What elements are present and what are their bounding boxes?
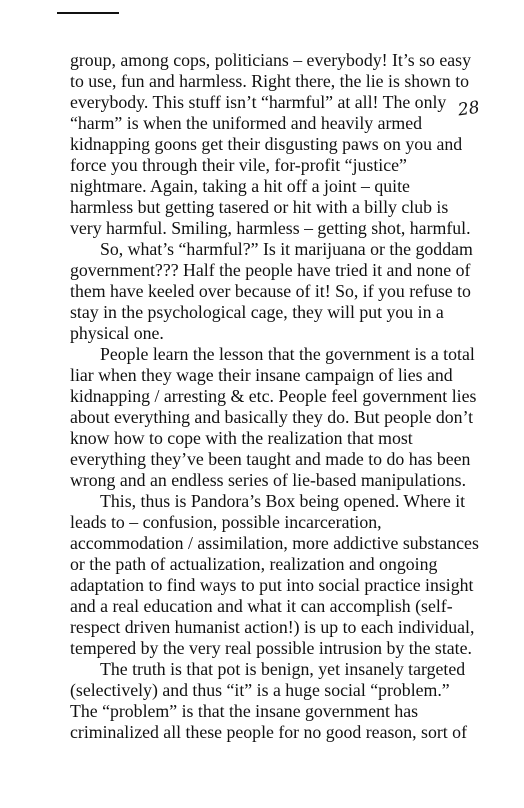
text-line: harmless but getting tasered or hit with a billy club is — [70, 197, 449, 217]
text-line: to use, fun and harmless. Right there, the lie is shown to — [70, 71, 470, 91]
text-line: force you through their vile, for-profit “justice” — [70, 155, 407, 175]
text-line: everything they’ve been taught and made to do has been — [70, 449, 471, 469]
text-line: adaptation to find ways to put into social practice insight — [70, 575, 474, 595]
page-body-text — [70, 50, 514, 743]
text-line: “harm” is when the uniformed and heavily armed — [70, 113, 423, 133]
text-line: (selectively) and thus “it” is a huge social “problem.” — [70, 680, 450, 700]
text-line: This, thus is Pandora’s Box being opened. Where it — [100, 491, 466, 511]
text-line: or the path of actualization, realization and ongoing — [70, 554, 438, 574]
text-line: The “problem” is that the insane government has — [70, 701, 419, 721]
text-line: very harmful. Smiling, harmless – getting shot, harmful. — [70, 218, 471, 238]
text-line: government??? Half the people have tried it and none of — [70, 260, 471, 280]
text-line: leads to – confusion, possible incarceration, — [70, 512, 382, 532]
text-line: accommodation / assimilation, more addictive substances — [70, 533, 479, 553]
text-line: them have keeled over because of it! So, if you refuse to — [70, 281, 471, 301]
text-line: criminalized all these people for no good reason, sort of — [70, 722, 467, 742]
text-line: everybody. This stuff isn’t “harmful” at all! The only — [70, 92, 447, 112]
text-line: respect driven humanist action!) is up to each individual, — [70, 617, 475, 637]
text-line: know how to cope with the realization that most — [70, 428, 413, 448]
text-line: wrong and an endless series of lie-based manipulations. — [70, 470, 467, 490]
text-line: People learn the lesson that the government is a total — [100, 344, 475, 364]
text-line: nightmare. Again, taking a hit off a joint – quite — [70, 176, 410, 196]
text-line: and a real education and what it can accomplish (self- — [70, 596, 453, 616]
text-line: So, what’s “harmful?” Is it marijuana or the goddam — [100, 239, 473, 259]
header-rule — [57, 12, 119, 14]
text-line: liar when they wage their insane campaign of lies and — [70, 365, 453, 385]
text-line: physical one. — [70, 323, 164, 343]
handwritten-page-number: 28 — [456, 97, 481, 121]
text-line: The truth is that pot is benign, yet insanely targeted — [100, 659, 466, 679]
text-line: kidnapping goons get their disgusting paws on you and — [70, 134, 463, 154]
text-line: kidnapping / arresting & etc. People feel government lies — [70, 386, 477, 406]
text-line: group, among cops, politicians – everybody! It’s so easy — [70, 50, 471, 70]
text-line: about everything and basically they do. But people don’t — [70, 407, 474, 427]
text-line: tempered by the very real possible intrusion by the state. — [70, 638, 472, 658]
text-line: stay in the psychological cage, they will put you in a — [70, 302, 444, 322]
